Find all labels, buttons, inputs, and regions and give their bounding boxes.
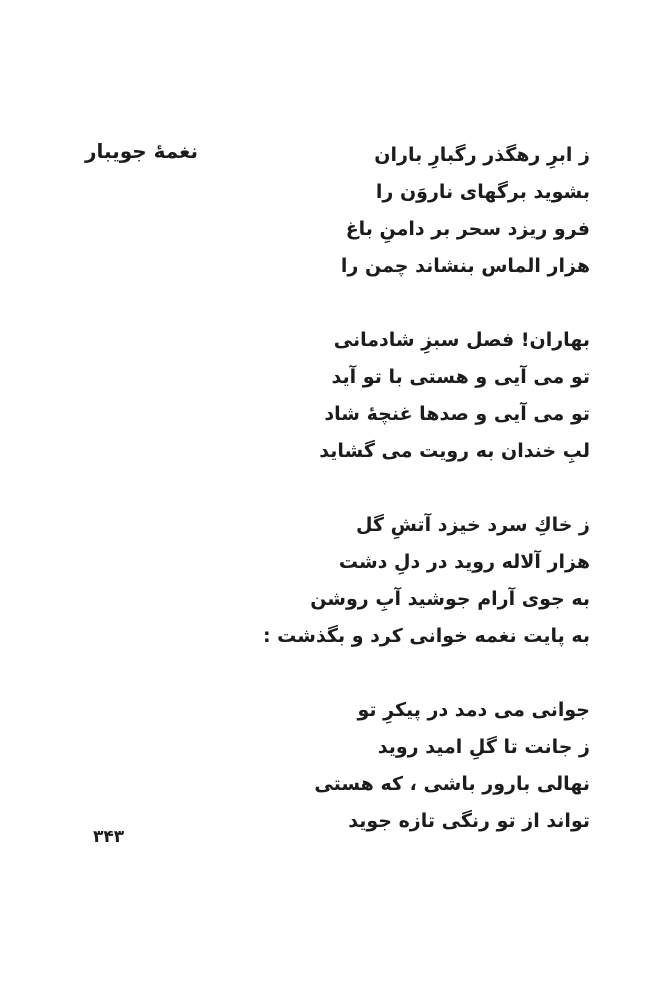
poem-line: هزار الماس بنشاند چمن را [340, 255, 590, 277]
stanza-4 [263, 692, 590, 840]
poem-line: هزار آلاله روید در دلِ دشت [338, 551, 590, 573]
poem-title: نغمهٔ جویبار [85, 139, 198, 163]
poem-line: تواند از تو رنگی تازه جوید [348, 810, 590, 832]
poem-line: ز خاكِ سرد خیزد آتشِ گل [355, 514, 590, 536]
poem-line: بهاران! فصل سبزِ شادمانی [333, 329, 590, 351]
stanza-3 [263, 507, 590, 655]
stanza-1 [263, 137, 590, 285]
page-number: ۳۴۳ [93, 827, 125, 847]
stanza-2 [263, 322, 590, 470]
poem-line: تو می آیی و هستی با تو آید [331, 366, 590, 388]
poem-line: تو می آیی و صدها غنچهٔ شاد [324, 403, 590, 425]
poem-line: جوانی می دمد در پیکرِ تو [357, 699, 590, 721]
poem-body [263, 137, 590, 840]
poem-line: لبِ خندان به رویت می گشاید [319, 440, 590, 462]
poem-line: نهالی بارور باشی ، که هستی [314, 773, 590, 795]
poem-line: بشوید برگهای ناروَن را [375, 181, 590, 203]
poem-line: فرو ریزد سحر بر دامنِ باغ [345, 218, 590, 240]
poem-line: به پایت نغمه خوانی کرد و بگذشت : [262, 625, 590, 647]
poem-line: ز جانت تا گلِ امید روید [377, 736, 590, 758]
poem-line: به جوی آرام جوشید آبِ روشن [310, 588, 590, 610]
poem-line: ز ابرِ رهگذر رگبارِ باران [374, 144, 590, 166]
